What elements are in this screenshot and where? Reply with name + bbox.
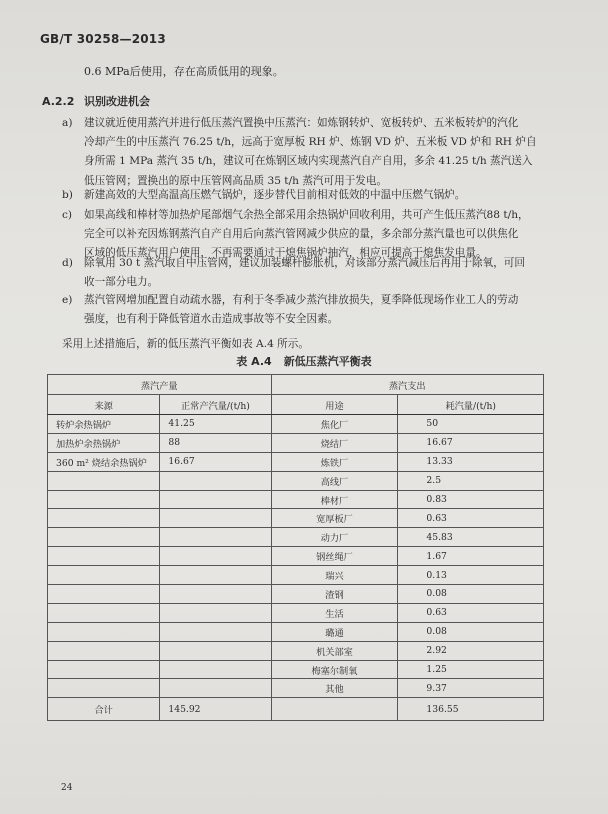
production-cell	[160, 528, 271, 547]
source-cell	[48, 509, 160, 528]
source-cell	[48, 528, 160, 547]
item-text	[84, 114, 562, 191]
consumption-cell: 13.33	[398, 452, 544, 471]
use-cell: 其他	[271, 679, 398, 698]
recommendation-item	[62, 291, 562, 329]
production-cell	[160, 471, 271, 490]
item-label: d)	[62, 257, 73, 269]
table-row	[48, 679, 544, 698]
source-cell	[48, 585, 160, 604]
production-cell	[160, 547, 271, 566]
table-row	[48, 585, 544, 604]
use-cell: 高线厂	[271, 471, 398, 490]
consumption-column-header: 耗汽量/(t/h)	[398, 395, 544, 415]
table-row	[48, 509, 544, 528]
item-line: 身所需 1 MPa 蒸汽 35 t/h，建议可在炼钢区域内实现蒸汽自产自用，多余 41.25 t/h 蒸汽送入	[84, 155, 533, 168]
consumption-cell: 9.37	[398, 679, 544, 698]
total-use-cell	[271, 698, 398, 721]
source-cell	[48, 566, 160, 585]
use-cell: 渣钢	[271, 585, 398, 604]
recommendation-item	[62, 114, 562, 191]
continuation-line: 0.6 MPa后使用，存在高质低用的现象。	[84, 65, 284, 78]
total-row	[48, 698, 544, 721]
item-line: 新建高效的大型高温高压燃气锅炉，逐步替代目前相对低效的中温中压燃气锅炉。	[84, 189, 466, 201]
item-label: b)	[62, 189, 73, 201]
source-column-header: 来源	[48, 395, 160, 415]
use-cell: 梅塞尔制氧	[271, 660, 398, 679]
source-cell	[48, 603, 160, 622]
item-line: 完全可以补充因炼钢蒸汽自产自用后向蒸汽管网减少供应的量，多余部分蒸汽量也可以供焦化	[84, 228, 519, 241]
table-row	[48, 547, 544, 566]
source-cell	[48, 641, 160, 660]
use-cell: 机关部室	[271, 641, 398, 660]
item-text	[84, 291, 562, 329]
item-line: 区域的低压蒸汽用户使用，不再需要通过干熄焦锅炉抽汽，相应可提高干熄焦发电量。	[84, 247, 487, 260]
use-cell: 烧结厂	[271, 433, 398, 452]
source-cell	[48, 471, 160, 490]
source-cell: 加热炉余热锅炉	[48, 433, 160, 452]
consumption-cell: 0.83	[398, 490, 544, 509]
consumption-cell: 0.63	[398, 603, 544, 622]
production-cell	[160, 641, 271, 660]
use-cell: 宽厚板厂	[271, 509, 398, 528]
use-cell: 璐通	[271, 622, 398, 641]
production-cell	[160, 585, 271, 604]
use-column-header: 用途	[271, 395, 398, 415]
production-cell	[160, 679, 271, 698]
table-row	[48, 660, 544, 679]
table-row	[48, 490, 544, 509]
item-line: 收一部分电力。	[84, 276, 159, 289]
item-line: 冷却产生的中压蒸汽 76.25 t/h，远高于宽厚板 RH 炉、炼钢 VD 炉、五米板 VD 炉和 RH 炉自	[84, 136, 537, 149]
page-number: 24	[61, 783, 73, 793]
table-row	[48, 415, 544, 434]
production-cell: 88	[160, 433, 271, 452]
use-cell: 瑞兴	[271, 566, 398, 585]
total-production: 145.92	[160, 698, 271, 721]
production-cell	[160, 566, 271, 585]
consumption-cell: 0.08	[398, 585, 544, 604]
production-cell: 41.25	[160, 415, 271, 434]
production-group-header: 蒸汽产量	[48, 375, 272, 395]
table-row	[48, 452, 544, 471]
recommendation-item	[62, 186, 562, 205]
production-cell	[160, 603, 271, 622]
consumption-cell: 0.63	[398, 509, 544, 528]
production-cell	[160, 509, 271, 528]
consumption-cell: 0.13	[398, 566, 544, 585]
consumption-cell: 1.67	[398, 547, 544, 566]
table-row	[48, 622, 544, 641]
consumption-group-header: 蒸汽支出	[271, 375, 543, 395]
source-cell	[48, 547, 160, 566]
source-cell	[48, 660, 160, 679]
production-cell: 16.67	[160, 452, 271, 471]
use-cell: 生活	[271, 603, 398, 622]
use-cell: 棒材厂	[271, 490, 398, 509]
production-cell	[160, 660, 271, 679]
section-number: A.2.2	[42, 95, 75, 108]
item-label: e)	[62, 294, 73, 306]
table-caption-number: 表 A.4	[236, 355, 272, 368]
consumption-cell: 1.25	[398, 660, 544, 679]
table-row	[48, 471, 544, 490]
table-row	[48, 566, 544, 585]
item-text	[84, 186, 562, 205]
consumption-cell: 16.67	[398, 433, 544, 452]
recommendation-item	[62, 254, 562, 292]
item-line: 强度，也有利于降低管道水击造成事故等不安全因素。	[84, 313, 339, 326]
item-label: c)	[62, 209, 73, 221]
standard-header: GB/T 30258—2013	[40, 32, 166, 46]
table-caption-title: 新低压蒸汽平衡表	[283, 355, 372, 368]
table-row	[48, 641, 544, 660]
consumption-cell: 2.92	[398, 641, 544, 660]
table-row	[48, 433, 544, 452]
item-line: 如果高线和棒材等加热炉尾部烟气余热全部采用余热锅炉回收利用，共可产生低压蒸汽88 t/h，	[84, 209, 529, 221]
section-title: 识别改进机会	[84, 95, 150, 108]
use-cell: 焦化厂	[271, 415, 398, 434]
production-column-header: 正常产汽量/(t/h)	[160, 395, 271, 415]
summary-sentence: 采用上述措施后，新的低压蒸汽平衡如表 A.4 所示。	[62, 338, 309, 350]
item-line: 除氧用 30 t 蒸汽取自中压管网，建议加装螺杆膨胀机，对该部分蒸汽减压后再用于除氧，可回	[84, 257, 525, 269]
section-heading	[42, 93, 150, 109]
steam-balance-table	[47, 374, 544, 721]
total-consumption: 136.55	[398, 698, 544, 721]
source-cell	[48, 490, 160, 509]
source-cell	[48, 622, 160, 641]
item-text	[84, 254, 562, 292]
consumption-cell: 2.5	[398, 471, 544, 490]
use-cell: 动力厂	[271, 528, 398, 547]
table-row	[48, 603, 544, 622]
production-cell	[160, 622, 271, 641]
use-cell: 炼铁厂	[271, 452, 398, 471]
production-cell	[160, 490, 271, 509]
source-cell: 360 m² 烧结余热锅炉	[48, 452, 160, 471]
item-line: 蒸汽管网增加配置自动疏水器，有利于冬季减少蒸汽排放损失，夏季降低现场作业工人的劳动	[84, 294, 519, 306]
consumption-cell: 0.08	[398, 622, 544, 641]
item-label: a)	[62, 117, 73, 129]
table-body	[48, 415, 544, 698]
total-label: 合计	[48, 698, 160, 721]
consumption-cell: 45.83	[398, 528, 544, 547]
use-cell: 钢丝绳厂	[271, 547, 398, 566]
consumption-cell: 50	[398, 415, 544, 434]
source-cell	[48, 679, 160, 698]
source-cell: 转炉余热锅炉	[48, 415, 160, 434]
item-line: 低压管网；置换出的原中压管网高品质 35 t/h 蒸汽可用于发电。	[84, 174, 388, 187]
table-caption	[0, 353, 608, 369]
item-line: 建议就近使用蒸汽并进行低压蒸汽置换中压蒸汽：如炼钢转炉、宽板转炉、五米板转炉的汽化	[84, 117, 519, 129]
table-row	[48, 528, 544, 547]
